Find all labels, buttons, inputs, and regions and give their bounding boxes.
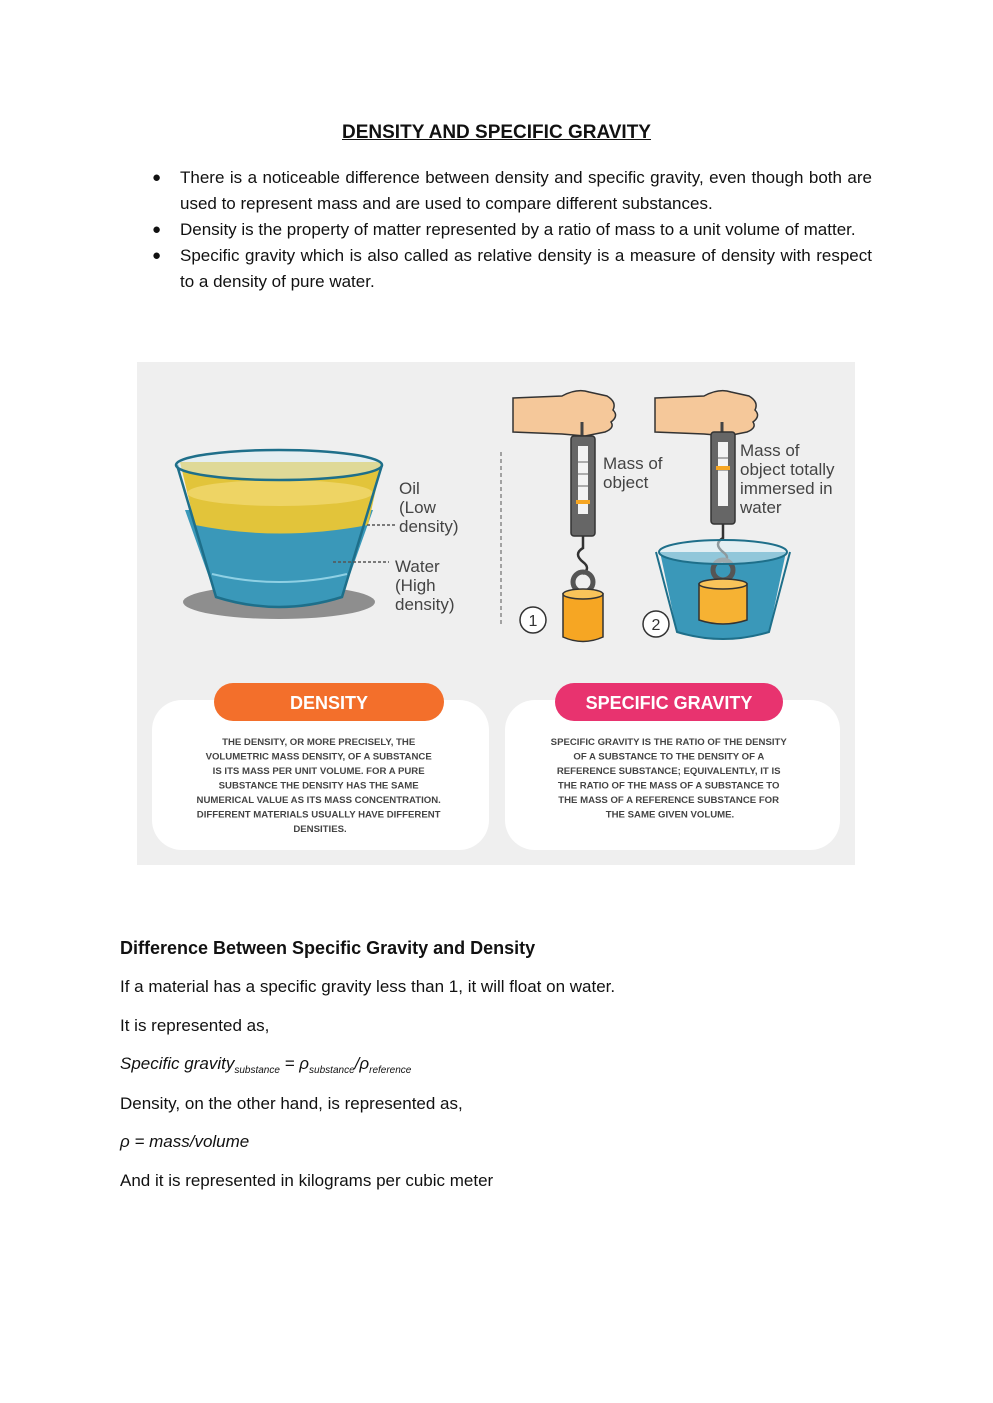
bullet-item [150,217,872,243]
bullet-text: Specific gravity which is also called as relative density is a measure of density with respect to a density of pure water. [180,246,872,291]
bullet-text: There is a noticeable difference between density and specific gravity, even though both are used to represent mass and are used to compare different substances. [180,168,872,213]
density-specific-gravity-figure [137,362,855,865]
mass-immersed-label: Mass of object totally immersed in water [740,441,835,517]
water-label: Water (High density) [395,557,455,614]
paragraph-units: And it is represented in kilograms per cubic meter [120,1171,494,1190]
section-heading: Difference Between Specific Gravity and Density [120,938,536,958]
density-title: DENSITY [289,693,369,713]
weight-icon [699,584,747,624]
density-description: THE DENSITY, OR MORE PRECISELY, THE VOLUMETRIC MASS DENSITY, OF A SUBSTANCE IS ITS MASS PER UNIT VOLUME. FOR A PURE SUBSTANCE THE DENSITY HAS THE SAME NUMERICAL VALUE AS ITS MASS CONCENTRATION. DIFFERENT MATERIALS USUALLY HAVE DIFFERENT DENSITIES. [196,737,441,835]
bullet-item [150,243,872,295]
bullet-dot-icon: ● [152,169,162,186]
weight-icon [563,594,603,642]
hand-icon [655,391,758,436]
mass-of-object-label: Mass of object [603,454,663,492]
specific-gravity-description: SPECIFIC GRAVITY IS THE RATIO OF THE DENSITY OF A SUBSTANCE TO THE DENSITY OF A REFERENCE SUBSTANCE; EQUIVALENTLY, IT IS THE RATIO OF THE MASS OF A SUBSTANCE TO THE MASS OF A REFERENCE SUBSTANCE FOR THE SAME GIVEN VOLUME. [550,737,787,821]
step-1-label: 1 [528,613,538,630]
paragraph-float: If a material has a specific gravity less than 1, it will float on water. [120,977,616,996]
specific-gravity-title: SPECIFIC GRAVITY [585,693,753,713]
step-2-label: 2 [651,617,661,634]
paragraph-density-represented: Density, on the other hand, is represented as, [120,1094,463,1113]
hand-icon [513,391,616,436]
bullet-item [150,165,872,217]
density-formula: ρ = mass/volume [120,1132,250,1151]
bullet-text: Density is the property of matter represented by a ratio of mass to a unit volume of matter. [180,220,856,239]
beaker-illustration [176,450,395,619]
page-title: DENSITY AND SPECIFIC GRAVITY [342,122,651,143]
paragraph-represented: It is represented as, [120,1016,270,1035]
bullet-list [150,165,872,295]
oil-label: Oil (Low density) [399,479,459,536]
bullet-dot-icon: ● [152,247,162,264]
bullet-dot-icon: ● [152,221,162,238]
specific-gravity-formula: Specific gravity$_{substance}$ = $\rho_{substance}/\rho_{reference}$ [120,1054,412,1076]
